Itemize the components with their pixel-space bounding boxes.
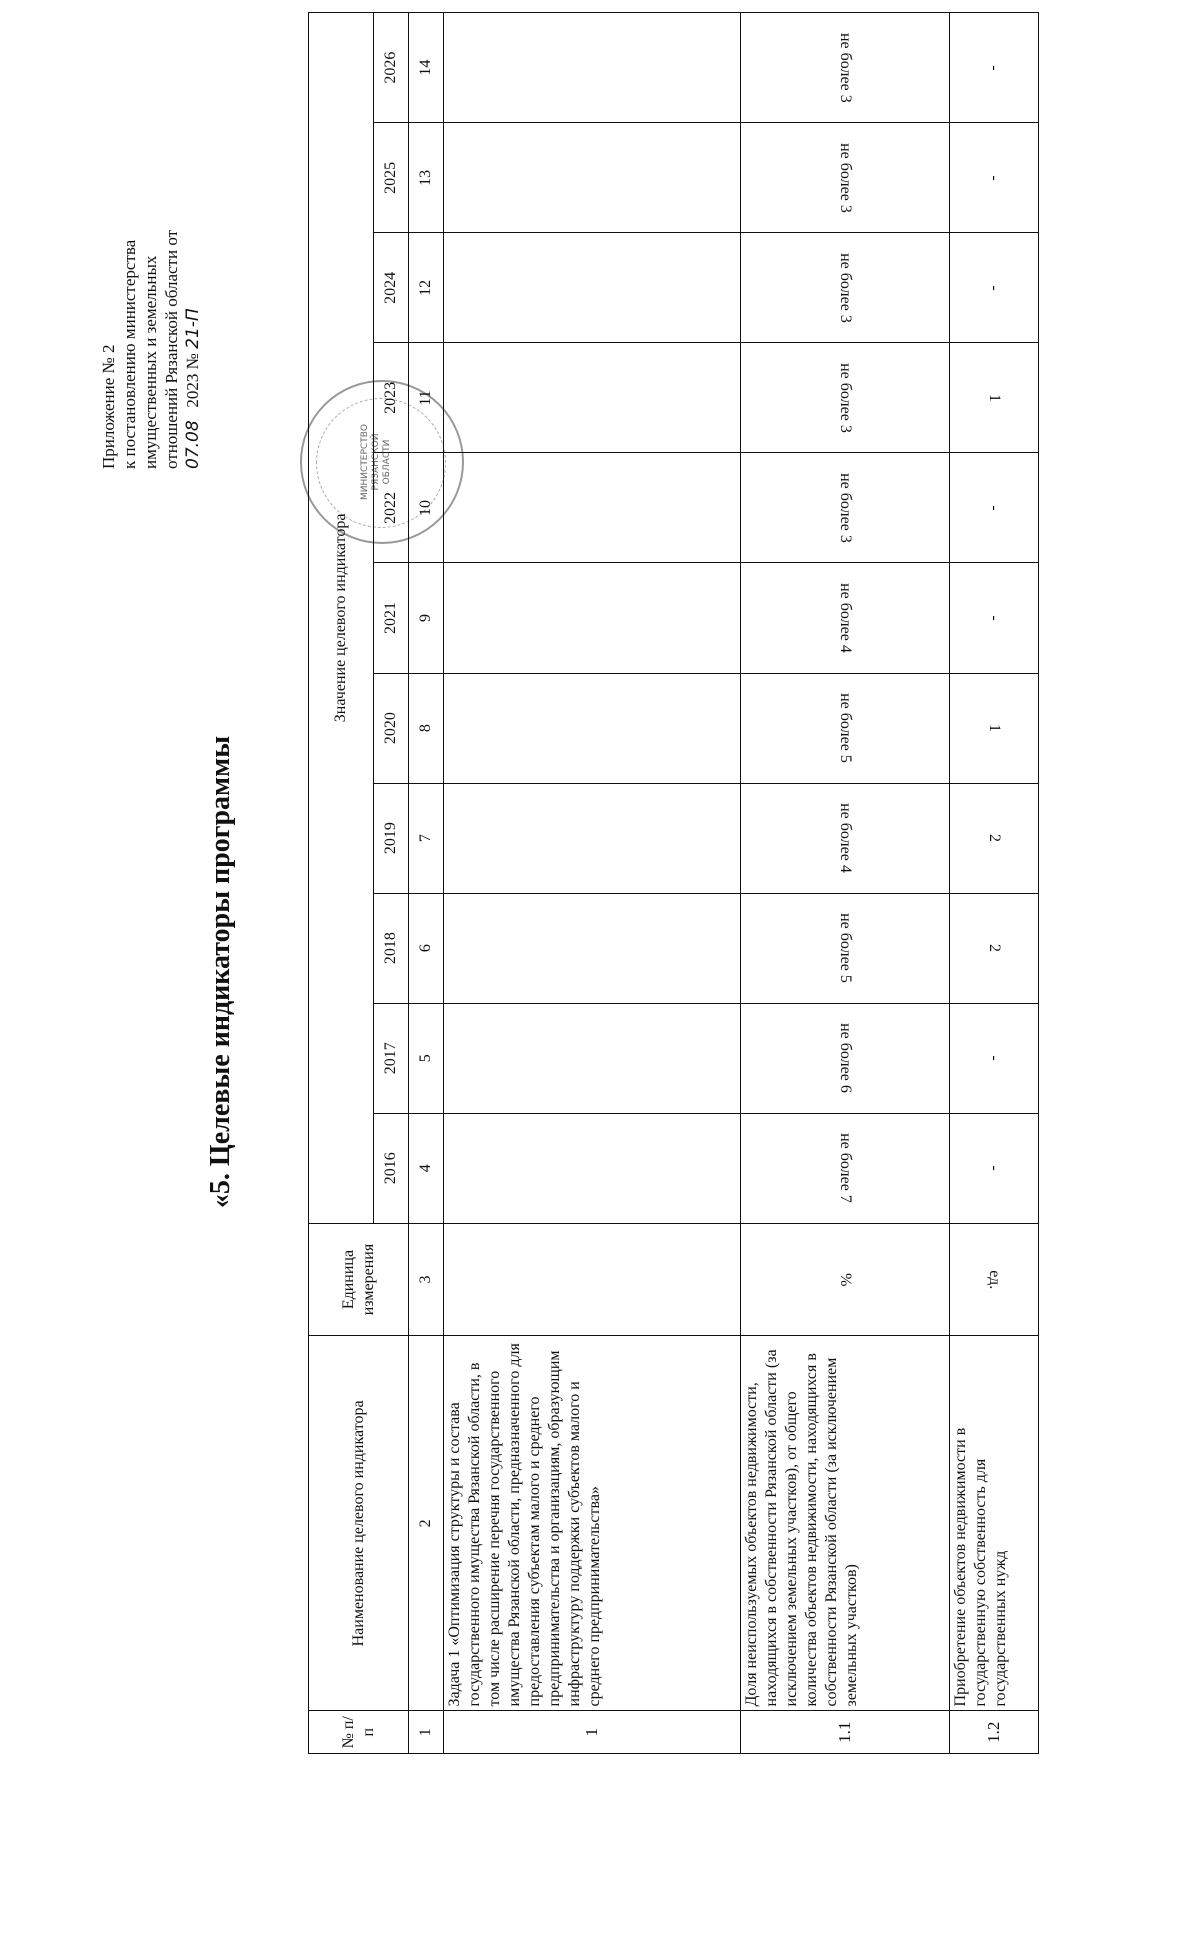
appendix-date: 07.08 — [183, 420, 203, 469]
value-cell: не более 4 — [741, 783, 950, 893]
value-cell: 1 — [950, 343, 1039, 453]
value-cell: - — [950, 1003, 1039, 1113]
column-number: 2 — [409, 1336, 444, 1711]
value-cell: 1 — [950, 673, 1039, 783]
table-row — [444, 13, 741, 1754]
value-cell: - — [950, 13, 1039, 123]
indicator-name: Приобретение объектов недвижимости в государственную собственность для государственных нужд — [950, 1336, 1039, 1711]
indicator-unit: % — [741, 1223, 950, 1336]
column-number: 6 — [409, 893, 444, 1003]
column-number: 8 — [409, 673, 444, 783]
column-number: 3 — [409, 1223, 444, 1336]
year-cell: 2017 — [374, 1003, 409, 1113]
header-unit: Единица измерения — [309, 1223, 409, 1336]
year-cell: 2025 — [374, 123, 409, 233]
value-cell: 2 — [950, 783, 1039, 893]
value-cell: - — [950, 453, 1039, 563]
table-row — [950, 13, 1039, 1754]
value-cell: не более 7 — [741, 1113, 950, 1223]
value-cell: не более 3 — [741, 13, 950, 123]
appendix-line: отношений Рязанской области от — [162, 229, 181, 469]
value-cell: не более 5 — [741, 893, 950, 1003]
column-numbering-row — [409, 13, 444, 1754]
value-cell — [444, 893, 741, 1003]
value-cell: - — [950, 563, 1039, 673]
value-cell — [444, 783, 741, 893]
row-number: 1 — [444, 1711, 741, 1754]
seal-text-line: РЯЗАНСКОЙ — [371, 433, 381, 491]
value-cell: не более 4 — [741, 563, 950, 673]
value-cell — [444, 123, 741, 233]
value-cell: не более 3 — [741, 233, 950, 343]
value-cell — [444, 13, 741, 123]
value-cell: не более 6 — [741, 1003, 950, 1113]
indicator-name: Доля неиспользуемых объектов недвижимости, находящихся в собственности Рязанской области (за исключением земельных участков), от общего количества объектов недвижимости, находящихся в собственности Рязанской области (за исключением земельных участков) — [741, 1336, 950, 1711]
seal-text-line: МИНИСТЕРСТВО — [360, 424, 370, 500]
value-cell: не более 3 — [741, 343, 950, 453]
year-cell: 2016 — [374, 1113, 409, 1223]
header-no: № п/п — [309, 1711, 409, 1754]
indicator-unit: ед. — [950, 1223, 1039, 1336]
appendix-line: к постановлению министерства — [120, 239, 139, 469]
header-name: Наименование целевого индикатора — [309, 1336, 409, 1711]
year-cell: 2024 — [374, 233, 409, 343]
column-number: 1 — [409, 1711, 444, 1754]
value-cell: 2 — [950, 893, 1039, 1003]
column-number: 14 — [409, 13, 444, 123]
year-cell: 2020 — [374, 673, 409, 783]
appendix-line: Приложение № 2 — [99, 344, 118, 469]
column-number: 7 — [409, 783, 444, 893]
appendix-line: имущественных и земельных — [141, 255, 160, 469]
row-number: 1.1 — [741, 1711, 950, 1754]
value-cell — [444, 343, 741, 453]
value-cell — [444, 233, 741, 343]
appendix-block — [98, 9, 204, 469]
value-cell: - — [950, 1113, 1039, 1223]
section-title: «5. Целевые индикаторы программы — [205, 735, 236, 1209]
header-row — [309, 13, 374, 1754]
year-cell: 2021 — [374, 563, 409, 673]
table-row — [741, 13, 950, 1754]
column-number: 9 — [409, 563, 444, 673]
value-cell: не более 3 — [741, 453, 950, 563]
column-number: 4 — [409, 1113, 444, 1223]
value-cell — [444, 1113, 741, 1223]
header-value: Значение целевого индикатора — [309, 13, 374, 1224]
appendix-year-no: 2023 № — [183, 353, 202, 408]
value-cell: не более 3 — [741, 123, 950, 233]
year-cell: 2022 — [374, 453, 409, 563]
year-cell: 2023 — [374, 343, 409, 453]
value-cell: - — [950, 233, 1039, 343]
value-cell: не более 5 — [741, 673, 950, 783]
value-cell: - — [950, 123, 1039, 233]
indicator-name: Задача 1 «Оптимизация структуры и состава государственного имущества Рязанской области, в том числе расширение перечня государственного имущества Рязанской области, предназначенного для предоставления субъектам малого и среднего предпринимательства и организациям, образующим инфраструктуру поддержки субъектов малого и среднего предпринимательства» — [444, 1336, 741, 1711]
appendix-date-line — [182, 9, 204, 469]
column-number: 12 — [409, 233, 444, 343]
appendix-number: 21-П — [183, 308, 203, 349]
year-cell: 2019 — [374, 783, 409, 893]
row-number: 1.2 — [950, 1711, 1039, 1754]
column-number: 5 — [409, 1003, 444, 1113]
value-cell — [444, 563, 741, 673]
year-cell: 2018 — [374, 893, 409, 1003]
indicator-unit — [444, 1223, 741, 1336]
value-cell — [444, 453, 741, 563]
column-number: 10 — [409, 453, 444, 563]
value-cell — [444, 673, 741, 783]
indicators-table — [308, 12, 1039, 1754]
column-number: 11 — [409, 343, 444, 453]
column-number: 13 — [409, 123, 444, 233]
seal-text-line: ОБЛАСТИ — [382, 439, 392, 485]
value-cell — [444, 1003, 741, 1113]
year-cell: 2026 — [374, 13, 409, 123]
